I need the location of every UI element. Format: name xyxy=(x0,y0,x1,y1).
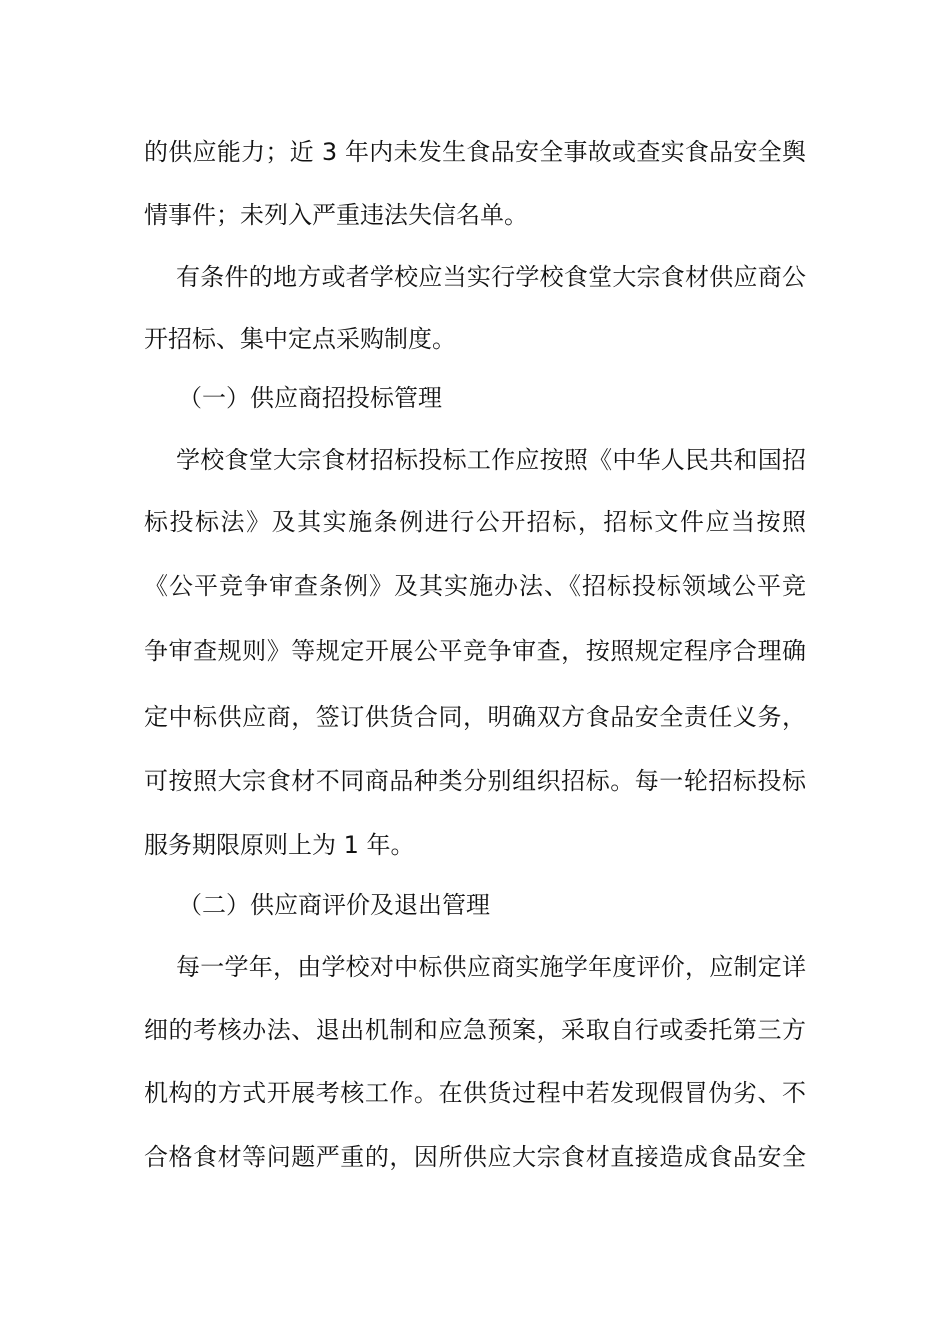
text-line: 可按照大宗食材不同商品种类分别组织招标。每一轮招标投标 xyxy=(144,767,806,795)
text-line: 《公平竞争审查条例》及其实施办法、《招标投标领域公平竞 xyxy=(144,572,806,600)
text-line: 有条件的地方或者学校应当实行学校食堂大宗食材供应商公 xyxy=(176,263,806,291)
text-line: 每一学年，由学校对中标供应商实施学年度评价，应制定详 xyxy=(176,953,806,981)
text-line: 机构的方式开展考核工作。在供货过程中若发现假冒伪劣、不 xyxy=(144,1079,806,1107)
text-line: 标投标法》及其实施条例进行公开招标，招标文件应当按照 xyxy=(144,508,806,536)
text-line: 学校食堂大宗食材招标投标工作应按照《中华人民共和国招 xyxy=(176,446,806,474)
section-heading: （一）供应商招投标管理 xyxy=(178,384,442,412)
text-line: 合格食材等问题严重的，因所供应大宗食材直接造成食品安全 xyxy=(144,1143,806,1171)
text-line: 争审查规则》等规定开展公平竞争审查，按照规定程序合理确 xyxy=(144,637,806,665)
text-line: 情事件；未列入严重违法失信名单。 xyxy=(144,201,528,229)
section-heading: （二）供应商评价及退出管理 xyxy=(178,891,490,919)
text-line: 开招标、集中定点采购制度。 xyxy=(144,325,456,353)
text-line: 服务期限原则上为 1 年。 xyxy=(144,831,415,859)
text-line: 细的考核办法、退出机制和应急预案，采取自行或委托第三方 xyxy=(144,1016,806,1044)
text-line: 定中标供应商，签订供货合同，明确双方食品安全责任义务， xyxy=(144,703,806,731)
text-line: 的供应能力；近 3 年内未发生食品安全事故或查实食品安全舆 xyxy=(144,138,806,166)
